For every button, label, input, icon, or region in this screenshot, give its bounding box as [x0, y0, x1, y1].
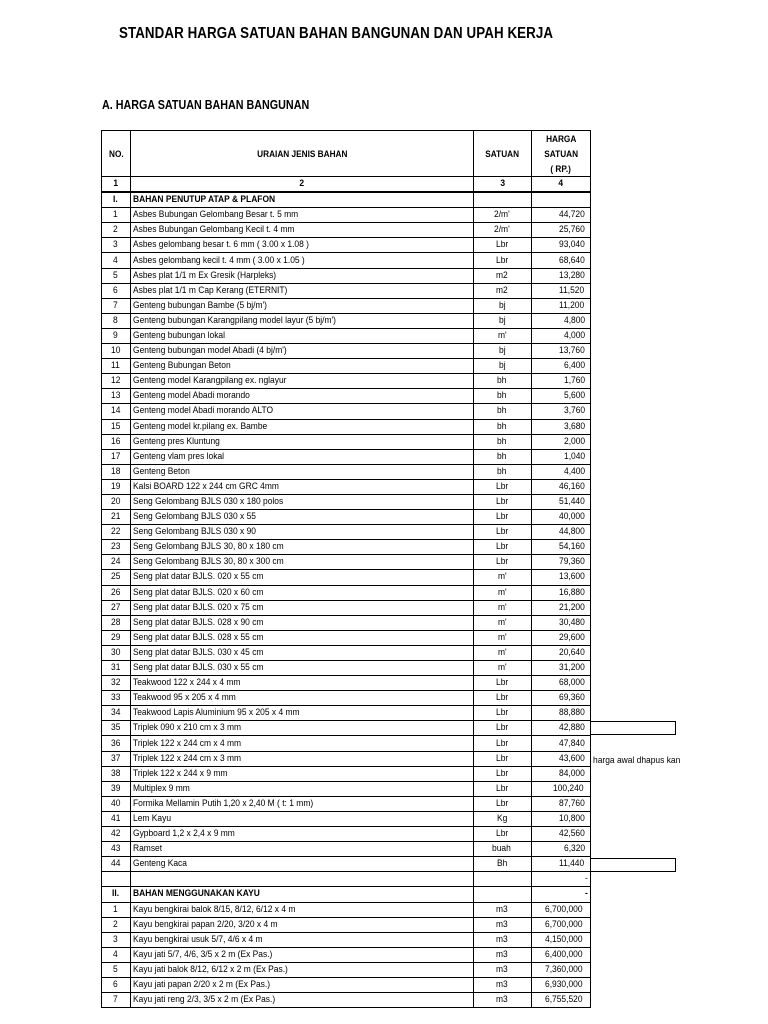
table-row — [102, 766, 591, 781]
header-uraian: URAIAN JENIS BAHAN — [131, 131, 474, 177]
row-price: 5,600 — [532, 389, 591, 404]
row-description: Triplek 122 x 244 cm x 3 mm — [131, 751, 474, 766]
row-description: BAHAN PENUTUP ATAP & PLAFON — [131, 192, 474, 208]
row-description: Triplek 090 x 210 cm x 3 mm — [131, 721, 474, 736]
row-unit: Lbr — [474, 238, 532, 253]
table-row — [102, 781, 591, 796]
row-number: 44 — [102, 857, 131, 872]
table-row — [102, 947, 591, 962]
row-number: 32 — [102, 676, 131, 691]
row-number: 22 — [102, 525, 131, 540]
table-row — [102, 630, 591, 645]
row-price: 6,400 — [532, 359, 591, 374]
row-number: 28 — [102, 615, 131, 630]
page-title: STANDAR HARGA SATUAN BAHAN BANGUNAN DAN UPAH KERJA — [119, 25, 554, 42]
row-number: 3 — [102, 932, 131, 947]
row-price: 13,600 — [532, 570, 591, 585]
row-unit: bh — [474, 404, 532, 419]
row-number: 27 — [102, 600, 131, 615]
row-description: Genteng model Abadi morando — [131, 389, 474, 404]
row-number: 11 — [102, 359, 131, 374]
row-number: 40 — [102, 796, 131, 811]
row-number: 2 — [102, 223, 131, 238]
row-number: 2 — [102, 917, 131, 932]
row-number: 18 — [102, 464, 131, 479]
row-price: 3,760 — [532, 404, 591, 419]
table-row — [102, 238, 591, 253]
table-row — [102, 494, 591, 509]
table-row — [102, 570, 591, 585]
table-row — [102, 434, 591, 449]
row-unit: m' — [474, 661, 532, 676]
row-description: Asbes gelombang besar t. 6 mm ( 3.00 x 1.08 ) — [131, 238, 474, 253]
row-price: 6,755,520 — [532, 993, 591, 1008]
row-number: 17 — [102, 449, 131, 464]
row-description: Seng Gelombang BJLS 030 x 90 — [131, 525, 474, 540]
table-row — [102, 449, 591, 464]
row-number: 25 — [102, 570, 131, 585]
row-description: Genteng model Karangpilang ex. nglayur — [131, 374, 474, 389]
row-description: Seng plat datar BJLS. 028 x 90 cm — [131, 615, 474, 630]
row-unit: m' — [474, 630, 532, 645]
row-unit: Lbr — [474, 796, 532, 811]
row-unit: m3 — [474, 947, 532, 962]
side-cell-box — [590, 721, 676, 735]
row-description: Kayu jati papan 2/20 x 2 m (Ex Pas.) — [131, 977, 474, 992]
row-description: Triplek 122 x 244 x 9 mm — [131, 766, 474, 781]
row-unit: Lbr — [474, 706, 532, 721]
row-price: 40,000 — [532, 510, 591, 525]
row-number: 41 — [102, 811, 131, 826]
row-price: 46,160 — [532, 479, 591, 494]
row-description: Seng plat datar BJLS. 028 x 55 cm — [131, 630, 474, 645]
row-price: 25,760 — [532, 223, 591, 238]
row-number: 36 — [102, 736, 131, 751]
row-price: 42,560 — [532, 827, 591, 842]
column-number: 3 — [474, 177, 532, 193]
table-row — [102, 902, 591, 917]
row-price: 6,400,000 — [532, 947, 591, 962]
row-unit: m2 — [474, 268, 532, 283]
table-row — [102, 736, 591, 751]
row-description: Genteng Beton — [131, 464, 474, 479]
row-description: Triplek 122 x 244 cm x 4 mm — [131, 736, 474, 751]
row-number: 5 — [102, 268, 131, 283]
row-number: 14 — [102, 404, 131, 419]
row-description: Genteng Kaca — [131, 857, 474, 872]
header-no: NO. — [102, 131, 131, 177]
row-number: 6 — [102, 283, 131, 298]
row-description: Gypboard 1,2 x 2,4 x 9 mm — [131, 827, 474, 842]
row-number: 13 — [102, 389, 131, 404]
table-row — [102, 510, 591, 525]
row-number: II. — [102, 887, 131, 902]
row-description: Genteng bubungan Karangpilang model layur (5 bj/m') — [131, 313, 474, 328]
row-number: 33 — [102, 691, 131, 706]
row-description: Asbes Bubungan Gelombang Besar t. 5 mm — [131, 208, 474, 223]
row-unit: Lbr — [474, 766, 532, 781]
table-row — [102, 962, 591, 977]
row-description: Genteng bubungan lokal — [131, 328, 474, 343]
row-unit: buah — [474, 842, 532, 857]
row-unit: Lbr — [474, 676, 532, 691]
table-row — [102, 374, 591, 389]
row-price: - — [532, 887, 591, 902]
row-description: Seng Gelombang BJLS 030 x 55 — [131, 510, 474, 525]
row-price: 2,000 — [532, 434, 591, 449]
row-number: 6 — [102, 977, 131, 992]
row-description: Kayu bengkirai papan 2/20, 3/20 x 4 m — [131, 917, 474, 932]
table-row — [102, 419, 591, 434]
row-unit: m3 — [474, 917, 532, 932]
row-description: Genteng model kr.pilang ex. Bambe — [131, 419, 474, 434]
row-number: 20 — [102, 494, 131, 509]
row-unit: Lbr — [474, 827, 532, 842]
side-note: harga awal dhapus kan — [593, 755, 681, 766]
row-unit: Lbr — [474, 494, 532, 509]
table-row — [102, 615, 591, 630]
table-row — [102, 479, 591, 494]
row-number: 7 — [102, 298, 131, 313]
row-description: Kayu jati 5/7, 4/6, 3/5 x 2 m (Ex Pas.) — [131, 947, 474, 962]
row-description: Multiplex 9 mm — [131, 781, 474, 796]
row-unit: Lbr — [474, 691, 532, 706]
table-row — [102, 404, 591, 419]
table-row — [102, 872, 591, 887]
table-row — [102, 344, 591, 359]
row-description: Seng plat datar BJLS. 030 x 55 cm — [131, 661, 474, 676]
row-price: 11,520 — [532, 283, 591, 298]
row-description: Seng plat datar BJLS. 020 x 60 cm — [131, 585, 474, 600]
row-unit: Lbr — [474, 253, 532, 268]
row-description: Seng plat datar BJLS. 020 x 55 cm — [131, 570, 474, 585]
row-price: 4,400 — [532, 464, 591, 479]
row-description: Genteng Bubungan Beton — [131, 359, 474, 374]
row-price: 79,360 — [532, 555, 591, 570]
row-number: 9 — [102, 328, 131, 343]
table-header-row — [102, 131, 591, 177]
table-row — [102, 993, 591, 1008]
row-price: 68,000 — [532, 676, 591, 691]
row-price: 7,360,000 — [532, 962, 591, 977]
row-description: Genteng bubungan Bambe (5 bj/m') — [131, 298, 474, 313]
row-number: 19 — [102, 479, 131, 494]
table-row — [102, 208, 591, 223]
row-unit: bj — [474, 313, 532, 328]
row-price: 54,160 — [532, 540, 591, 555]
section-heading: A. HARGA SATUAN BAHAN BANGUNAN — [102, 98, 310, 112]
row-price: 1,760 — [532, 374, 591, 389]
row-description: Kayu jati reng 2/3, 3/5 x 2 m (Ex Pas.) — [131, 993, 474, 1008]
row-unit — [474, 887, 532, 902]
row-description: Seng Gelombang BJLS 30, 80 x 180 cm — [131, 540, 474, 555]
row-unit: bh — [474, 374, 532, 389]
table-row — [102, 977, 591, 992]
row-number: 1 — [102, 902, 131, 917]
row-price: 87,760 — [532, 796, 591, 811]
row-price: 51,440 — [532, 494, 591, 509]
row-price: 43,600 — [532, 751, 591, 766]
row-unit: m' — [474, 615, 532, 630]
row-price: 4,800 — [532, 313, 591, 328]
row-number: 39 — [102, 781, 131, 796]
row-price: 11,200 — [532, 298, 591, 313]
table-row — [102, 721, 591, 736]
row-price: 6,700,000 — [532, 917, 591, 932]
row-description: Ramset — [131, 842, 474, 857]
row-unit: bh — [474, 464, 532, 479]
row-price: 44,800 — [532, 525, 591, 540]
row-number: 29 — [102, 630, 131, 645]
row-description: Genteng model Abadi morando ALTO — [131, 404, 474, 419]
row-number: 10 — [102, 344, 131, 359]
header-satuan: SATUAN — [474, 131, 532, 177]
row-unit: m2 — [474, 283, 532, 298]
table-row — [102, 600, 591, 615]
row-unit: bh — [474, 449, 532, 464]
row-price: 1,040 — [532, 449, 591, 464]
table-row — [102, 691, 591, 706]
row-unit: bh — [474, 419, 532, 434]
row-number: 31 — [102, 661, 131, 676]
row-price: 44,720 — [532, 208, 591, 223]
row-unit: bj — [474, 359, 532, 374]
row-price: 31,200 — [532, 661, 591, 676]
row-unit: m' — [474, 570, 532, 585]
row-number: 7 — [102, 993, 131, 1008]
row-unit: m' — [474, 328, 532, 343]
table-row — [102, 706, 591, 721]
row-number: 35 — [102, 721, 131, 736]
row-description: Lem Kayu — [131, 811, 474, 826]
table-row — [102, 932, 591, 947]
row-price: 3,680 — [532, 419, 591, 434]
row-description: Teakwood Lapis Aluminium 95 x 205 x 4 mm — [131, 706, 474, 721]
row-unit: 2/m' — [474, 223, 532, 238]
table-row — [102, 917, 591, 932]
row-unit: m3 — [474, 993, 532, 1008]
row-price: 68,640 — [532, 253, 591, 268]
table-row — [102, 268, 591, 283]
column-number: 1 — [102, 177, 131, 193]
row-number — [102, 872, 131, 887]
row-description: Teakwood 95 x 205 x 4 mm — [131, 691, 474, 706]
row-description: Seng plat datar BJLS. 020 x 75 cm — [131, 600, 474, 615]
column-number-row — [102, 177, 591, 193]
row-description: Teakwood 122 x 244 x 4 mm — [131, 676, 474, 691]
row-description: Kayu jati balok 8/12, 6/12 x 2 m (Ex Pas.) — [131, 962, 474, 977]
table-row — [102, 827, 591, 842]
table-row — [102, 283, 591, 298]
row-number: 4 — [102, 253, 131, 268]
table-row — [102, 328, 591, 343]
row-description: Genteng bubungan model Abadi (4 bj/m') — [131, 344, 474, 359]
row-description: Seng plat datar BJLS. 030 x 45 cm — [131, 645, 474, 660]
row-price: - — [532, 872, 591, 887]
table-row — [102, 525, 591, 540]
row-unit: m3 — [474, 902, 532, 917]
row-price: 6,930,000 — [532, 977, 591, 992]
row-price: 100,240 — [532, 781, 591, 796]
row-number: 4 — [102, 947, 131, 962]
row-unit: Lbr — [474, 781, 532, 796]
table-row — [102, 223, 591, 238]
row-number: 26 — [102, 585, 131, 600]
row-price: 93,040 — [532, 238, 591, 253]
row-unit: Lbr — [474, 736, 532, 751]
table-row — [102, 842, 591, 857]
side-cell-box — [590, 858, 676, 872]
row-unit: Lbr — [474, 751, 532, 766]
row-price: 16,880 — [532, 585, 591, 600]
column-number: 4 — [532, 177, 591, 193]
row-price: 21,200 — [532, 600, 591, 615]
row-price: 84,000 — [532, 766, 591, 781]
row-price: 13,760 — [532, 344, 591, 359]
row-number: 3 — [102, 238, 131, 253]
row-price: 20,640 — [532, 645, 591, 660]
row-unit: Lbr — [474, 540, 532, 555]
row-unit: Lbr — [474, 479, 532, 494]
row-unit: m3 — [474, 932, 532, 947]
table-row — [102, 359, 591, 374]
row-number: 12 — [102, 374, 131, 389]
row-description: Kayu bengkirai usuk 5/7, 4/6 x 4 m — [131, 932, 474, 947]
table-row — [102, 811, 591, 826]
header-harga: HARGA SATUAN ( RP.) — [532, 131, 591, 177]
row-number: 5 — [102, 962, 131, 977]
row-number: 34 — [102, 706, 131, 721]
table-row — [102, 313, 591, 328]
row-unit: bj — [474, 298, 532, 313]
row-price: 42,880 — [532, 721, 591, 736]
row-number: 30 — [102, 645, 131, 660]
table-row — [102, 585, 591, 600]
row-price: 29,600 — [532, 630, 591, 645]
row-unit: m' — [474, 600, 532, 615]
table-row — [102, 253, 591, 268]
row-description: Kalsi BOARD 122 x 244 cm GRC 4mm — [131, 479, 474, 494]
table-row — [102, 645, 591, 660]
price-table — [101, 130, 591, 1008]
table-row — [102, 540, 591, 555]
row-unit — [474, 872, 532, 887]
row-price: 6,320 — [532, 842, 591, 857]
column-number: 2 — [131, 177, 474, 193]
row-unit: bj — [474, 344, 532, 359]
row-unit: Kg — [474, 811, 532, 826]
row-unit: Lbr — [474, 721, 532, 736]
row-description: Formika Mellamin Putih 1,20 x 2,40 M ( t: 1 mm) — [131, 796, 474, 811]
row-price: 13,280 — [532, 268, 591, 283]
table-row — [102, 796, 591, 811]
table-row — [102, 676, 591, 691]
row-description: Kayu bengkirai balok 8/15, 8/12, 6/12 x 4 m — [131, 902, 474, 917]
row-description: Genteng vlam pres lokal — [131, 449, 474, 464]
row-number: 15 — [102, 419, 131, 434]
row-number: 1 — [102, 208, 131, 223]
row-price: 47,840 — [532, 736, 591, 751]
row-unit: m3 — [474, 977, 532, 992]
table-row — [102, 464, 591, 479]
row-description — [131, 872, 474, 887]
row-number: 8 — [102, 313, 131, 328]
section-row — [102, 192, 591, 208]
row-number: 21 — [102, 510, 131, 525]
row-unit: bh — [474, 434, 532, 449]
row-number: 42 — [102, 827, 131, 842]
table-row — [102, 661, 591, 676]
table-row — [102, 857, 591, 872]
row-description: Seng Gelombang BJLS 030 x 180 polos — [131, 494, 474, 509]
row-description: Asbes Bubungan Gelombang Kecil t. 4 mm — [131, 223, 474, 238]
row-price — [532, 192, 591, 208]
row-unit: bh — [474, 389, 532, 404]
row-price: 11,440 — [532, 857, 591, 872]
row-number: 23 — [102, 540, 131, 555]
row-description: Asbes plat 1/1 m Cap Kerang (ETERNIT) — [131, 283, 474, 298]
table-row — [102, 389, 591, 404]
row-unit: m3 — [474, 962, 532, 977]
row-description: Asbes plat 1/1 m Ex Gresik (Harpleks) — [131, 268, 474, 283]
row-description: Asbes gelombang kecil t. 4 mm ( 3.00 x 1.05 ) — [131, 253, 474, 268]
row-price: 10,800 — [532, 811, 591, 826]
row-unit: 2/m' — [474, 208, 532, 223]
row-unit: m' — [474, 585, 532, 600]
row-number: 37 — [102, 751, 131, 766]
row-number: I. — [102, 192, 131, 208]
row-price: 88,880 — [532, 706, 591, 721]
row-number: 16 — [102, 434, 131, 449]
row-price: 4,150,000 — [532, 932, 591, 947]
table-row — [102, 298, 591, 313]
row-unit — [474, 192, 532, 208]
row-price: 4,000 — [532, 328, 591, 343]
row-number: 38 — [102, 766, 131, 781]
row-description: BAHAN MENGGUNAKAN KAYU — [131, 887, 474, 902]
row-price: 30,480 — [532, 615, 591, 630]
row-unit: Lbr — [474, 510, 532, 525]
row-unit: m' — [474, 645, 532, 660]
section-row — [102, 887, 591, 902]
row-price: 6,700,000 — [532, 902, 591, 917]
row-unit: Bh — [474, 857, 532, 872]
row-description: Seng Gelombang BJLS 30, 80 x 300 cm — [131, 555, 474, 570]
table-row — [102, 751, 591, 766]
table-row — [102, 555, 591, 570]
row-unit: Lbr — [474, 555, 532, 570]
row-number: 43 — [102, 842, 131, 857]
row-price: 69,360 — [532, 691, 591, 706]
row-number: 24 — [102, 555, 131, 570]
row-unit: Lbr — [474, 525, 532, 540]
row-description: Genteng pres Kluntung — [131, 434, 474, 449]
